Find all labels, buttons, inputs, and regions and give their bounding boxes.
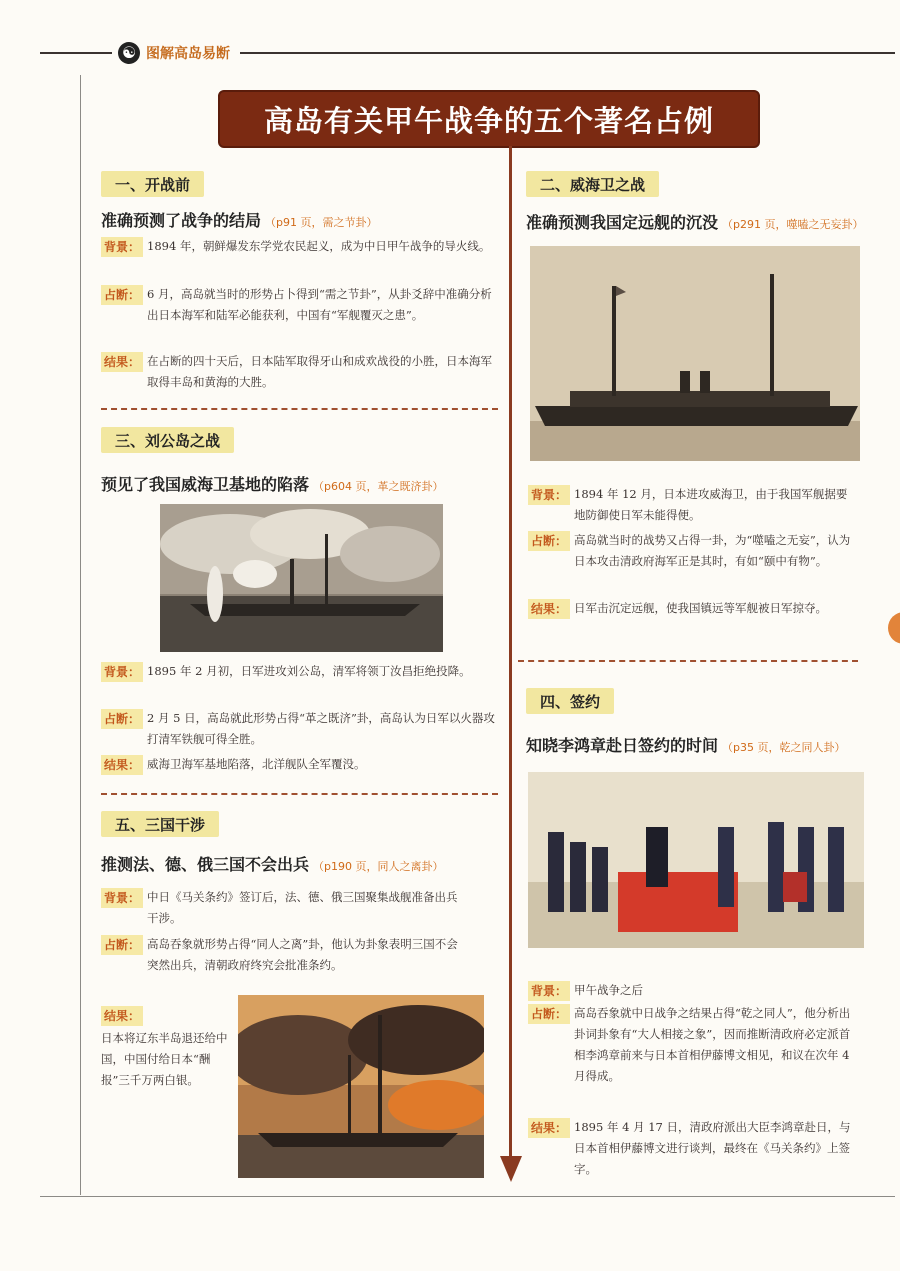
divination-item-1: [101, 284, 498, 326]
divination-item-4: [528, 1003, 858, 1087]
result-item-3: [101, 754, 498, 775]
result-item-1: [101, 351, 498, 393]
result-label: 结果：: [528, 1118, 570, 1138]
dingyuan-warship-photo: [530, 246, 860, 461]
heading-text: 准确预测了战争的结局: [101, 211, 262, 230]
result-text: 1895 年 4 月 17 日，清政府派出大臣李鸿章赴日，与日本首相伊藤博文进行谈判，最终在《马关条约》上签字。: [574, 1120, 851, 1176]
series-title: 图解高岛易断: [146, 46, 230, 62]
heading-text: 知晓李鸿章赴日签约的时间: [526, 736, 719, 755]
section-tag-4: 四、签约: [526, 688, 614, 714]
divination-label: 占断：: [528, 531, 570, 551]
background-label: 背景：: [101, 237, 143, 257]
background-item-1: [101, 236, 498, 257]
background-text: 甲午战争之后: [574, 983, 644, 997]
result-item-5: [101, 1005, 233, 1091]
section-heading-4: [526, 733, 846, 756]
heading-text: 预见了我国威海卫基地的陷落: [101, 475, 310, 494]
yin-yang-icon: ☯: [118, 42, 140, 64]
result-text: 威海卫海军基地陷落，北洋舰队全军覆没。: [147, 757, 366, 771]
margin-rule: [80, 75, 81, 1195]
treaty-signing-painting: [528, 772, 864, 948]
page-reference: （p35 页，乾之同人卦）: [722, 741, 846, 754]
background-item-4: [528, 980, 858, 1001]
result-label: 结果：: [101, 352, 143, 372]
result-text: 日军击沉定远舰，使我国镇远等军舰被日军掠夺。: [574, 601, 828, 615]
result-text: 日本将辽东半岛退还给中国，中国付给日本“酬报”三千万两白银。: [101, 1031, 228, 1087]
page-tab: [888, 612, 900, 644]
divination-label: 占断：: [101, 709, 143, 729]
background-item-3: [101, 661, 498, 682]
page-reference: （p91 页，需之节卦）: [265, 216, 378, 229]
naval-battle-engraving: [160, 504, 443, 652]
background-text: 1894 年，朝鲜爆发东学党农民起义，成为中日甲午战争的导火线。: [147, 239, 491, 253]
burning-fleet-painting: [238, 995, 484, 1178]
background-label: 背景：: [528, 485, 570, 505]
divination-item-3: [101, 708, 498, 750]
background-text: 中日《马关条约》签订后，法、德、俄三国聚集战舰准备出兵干涉。: [147, 890, 458, 925]
page-title: 高岛有关甲午战争的五个著名占例: [218, 90, 760, 148]
result-label: 结果：: [101, 755, 143, 775]
result-item-2: [528, 598, 858, 619]
heading-text: 准确预测我国定远舰的沉没: [526, 213, 719, 232]
section-tag-5: 五、三国干涉: [101, 811, 219, 837]
section-heading-3: [101, 472, 444, 495]
background-item-5: [101, 887, 466, 929]
series-header: [112, 40, 240, 66]
section-divider: [518, 660, 858, 662]
divination-item-5: [101, 934, 466, 976]
divination-item-2: [528, 530, 858, 572]
footer-rule: [40, 1196, 895, 1197]
section-heading-2: [526, 210, 864, 233]
divination-text: 高岛就当时的战势又占得一卦，为“噬嗑之无妄”，认为日本攻击清政府海军正是其时，有如“颐中有物”。: [574, 533, 851, 568]
page-reference: （p291 页，噬嗑之无妄卦）: [722, 218, 864, 231]
result-label: 结果：: [528, 599, 570, 619]
divination-text: 高岛吞象就中日战争之结果占得“乾之同人”，他分析出卦词卦象有“大人相接之象”，因而推断清政府必定派首相李鸿章前来与日本首相伊藤博文相见，和议在次年 4 月得成。: [574, 1006, 851, 1083]
timeline-line: [509, 146, 512, 1156]
divination-text: 2 月 5 日，高岛就此形势占得“革之既济”卦，高岛认为日军以火器攻打清军铁舰可得全胜。: [147, 711, 495, 746]
result-item-4: [528, 1117, 858, 1180]
result-text: 在占断的四十天后，日本陆军取得牙山和成欢战役的小胜，日本海军取得丰岛和黄海的大胜。: [147, 354, 493, 389]
section-heading-5: [101, 852, 444, 875]
background-text: 1894 年 12 月，日本进攻威海卫，由于我国军舰据要地防御使日军未能得便。: [574, 487, 848, 522]
divination-label: 占断：: [101, 285, 143, 305]
section-heading-1: [101, 208, 378, 231]
section-divider: [101, 408, 498, 410]
section-divider: [101, 793, 498, 795]
page-reference: （p604 页，革之既济卦）: [313, 480, 444, 493]
divination-text: 6 月，高岛就当时的形势占卜得到“需之节卦”，从卦爻辞中准确分析出日本海军和陆军必能获利，中国有“军舰覆灭之患”。: [147, 287, 492, 322]
background-text: 1895 年 2 月初，日军进攻刘公岛，清军将领丁汝昌拒绝投降。: [147, 664, 471, 678]
heading-text: 推测法、德、俄三国不会出兵: [101, 855, 310, 874]
section-tag-2: 二、威海卫之战: [526, 171, 659, 197]
background-label: 背景：: [101, 662, 143, 682]
background-label: 背景：: [101, 888, 143, 908]
page-reference: （p190 页，同人之离卦）: [313, 860, 444, 873]
result-label: 结果：: [101, 1006, 143, 1026]
section-tag-3: 三、刘公岛之战: [101, 427, 234, 453]
background-label: 背景：: [528, 981, 570, 1001]
divination-label: 占断：: [528, 1004, 570, 1024]
timeline-arrow-icon: [500, 1156, 522, 1182]
background-item-2: [528, 484, 858, 526]
divination-label: 占断：: [101, 935, 143, 955]
divination-text: 高岛吞象就形势占得“同人之离”卦，他认为卦象表明三国不会突然出兵，清朝政府终究会批准条约。: [147, 937, 458, 972]
section-tag-1: 一、开战前: [101, 171, 204, 197]
